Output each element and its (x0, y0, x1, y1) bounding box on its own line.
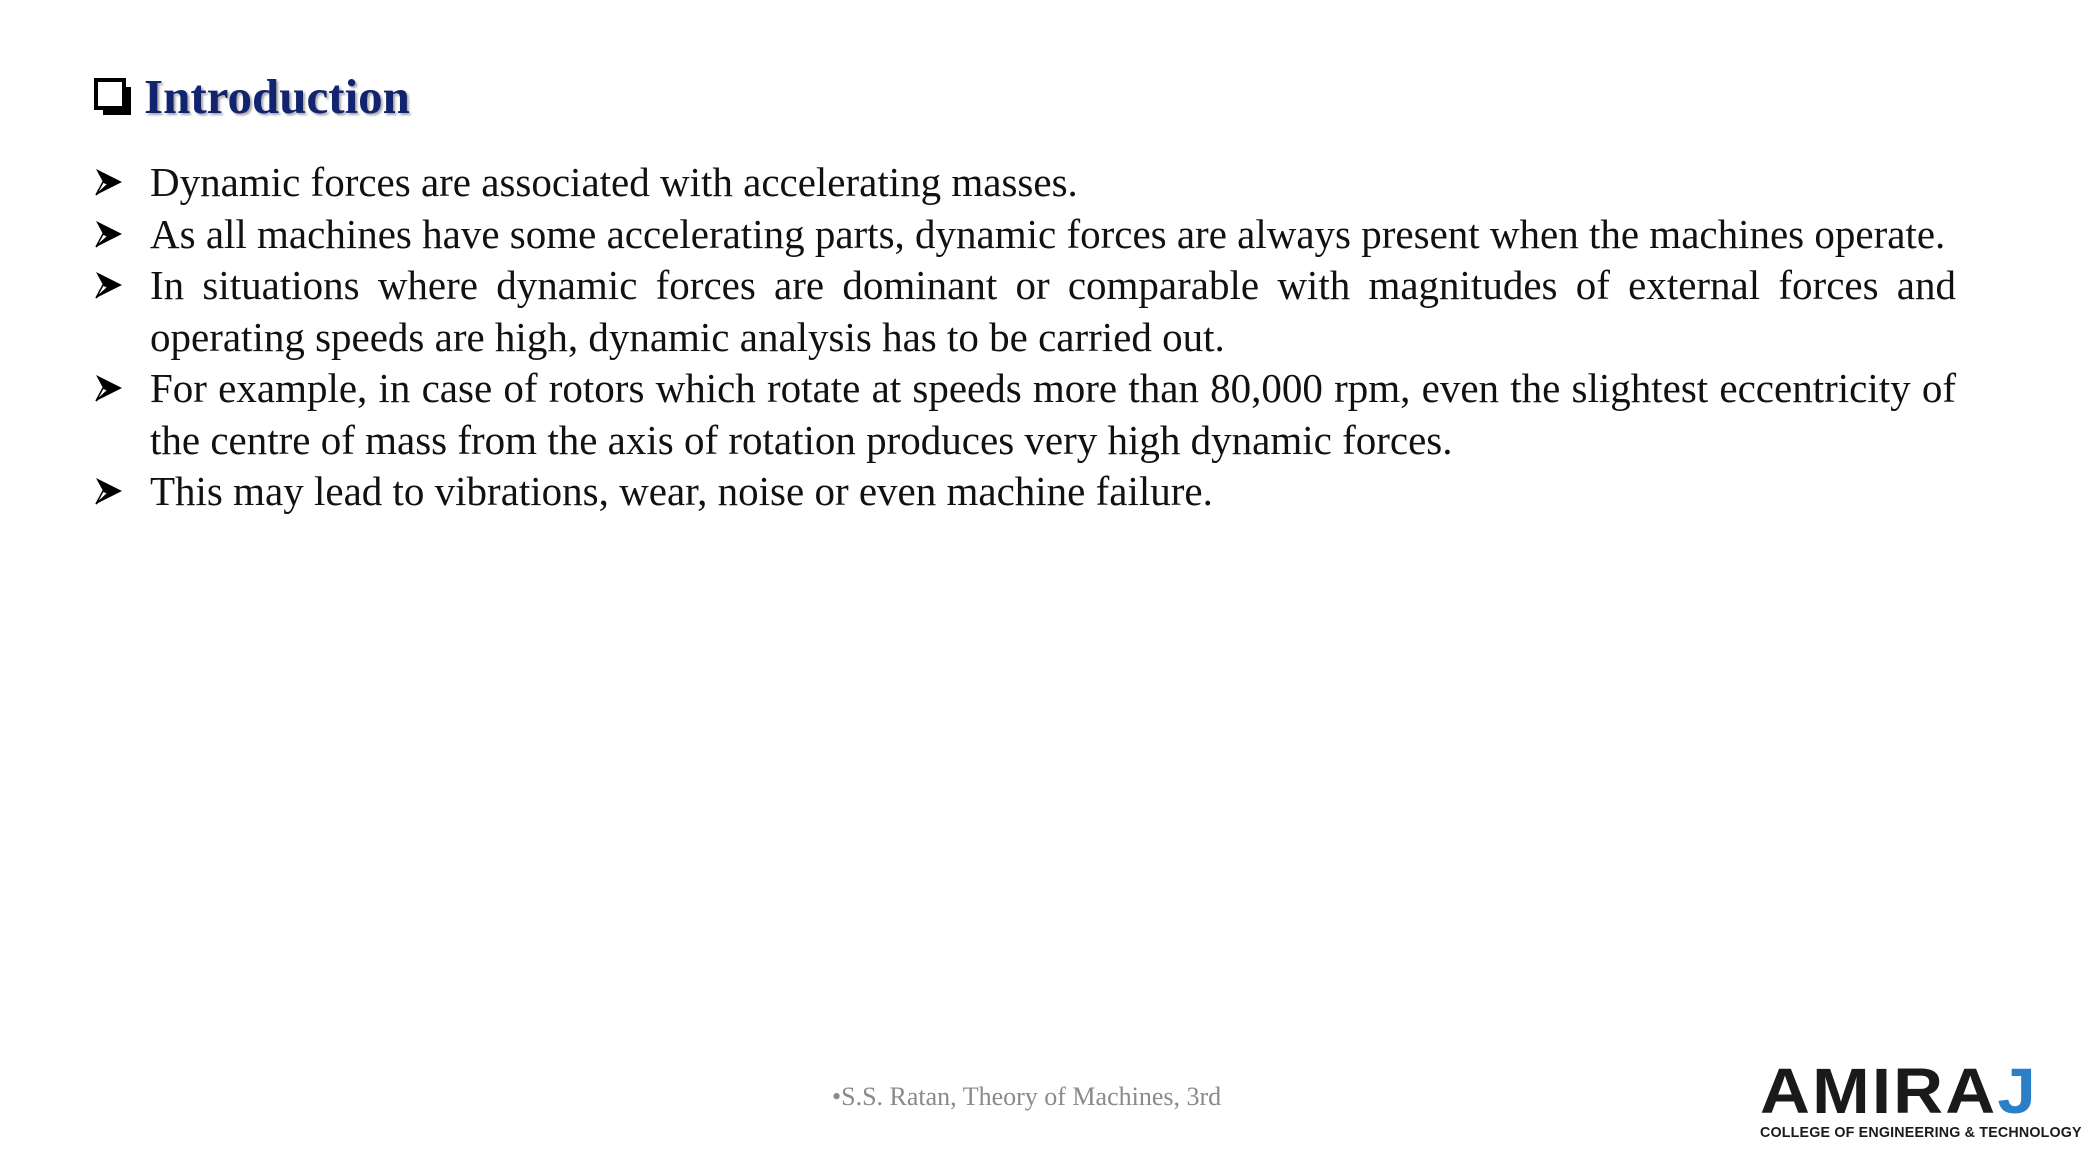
bullet-item (94, 260, 1956, 363)
college-logo (1760, 1055, 2082, 1146)
bullet-text: For example, in case of rotors which rotate at speeds more than 80,000 rpm, even the slightest eccentricity of the centre of mass from the axis of rotation produces very high dynamic forces. (150, 365, 1956, 463)
bullet-item (94, 157, 1956, 209)
bullet-item (94, 209, 1956, 261)
arrowhead-bullet-icon (94, 476, 124, 506)
bullet-item (94, 466, 1956, 518)
bullet-list (94, 157, 1956, 518)
arrowhead-bullet-icon (94, 167, 124, 197)
logo-wordmark-main: AMIRA (1760, 1055, 1998, 1127)
logo-wordmark-accent: J (1997, 1055, 2038, 1127)
bullet-text: This may lead to vibrations, wear, noise or even machine failure. (150, 468, 1213, 514)
arrowhead-bullet-icon (94, 373, 124, 403)
slide-heading (94, 69, 410, 124)
arrowhead-bullet-icon (94, 219, 124, 249)
bullet-text: As all machines have some accelerating parts, dynamic forces are always present when the machines operate. (150, 210, 1946, 257)
bullet-text: Dynamic forces are associated with accelerating masses. (150, 159, 1078, 205)
bullet-item (94, 363, 1956, 466)
slide-title: Introduction (144, 69, 410, 124)
arrowhead-bullet-icon (94, 270, 124, 300)
logo-subtitle: COLLEGE OF ENGINEERING & TECHNOLOGY (1760, 1124, 2082, 1141)
bullet-text: In situations where dynamic forces are dominant or comparable with magnitudes of external forces and operating speeds are high, dynamic analysis has to be carried out. (150, 262, 1956, 360)
footnote-citation: •S.S. Ratan, Theory of Machines, 3rd (832, 1082, 1222, 1111)
logo-wordmark (1760, 1055, 2069, 1127)
checkbox-square-icon (94, 78, 132, 116)
